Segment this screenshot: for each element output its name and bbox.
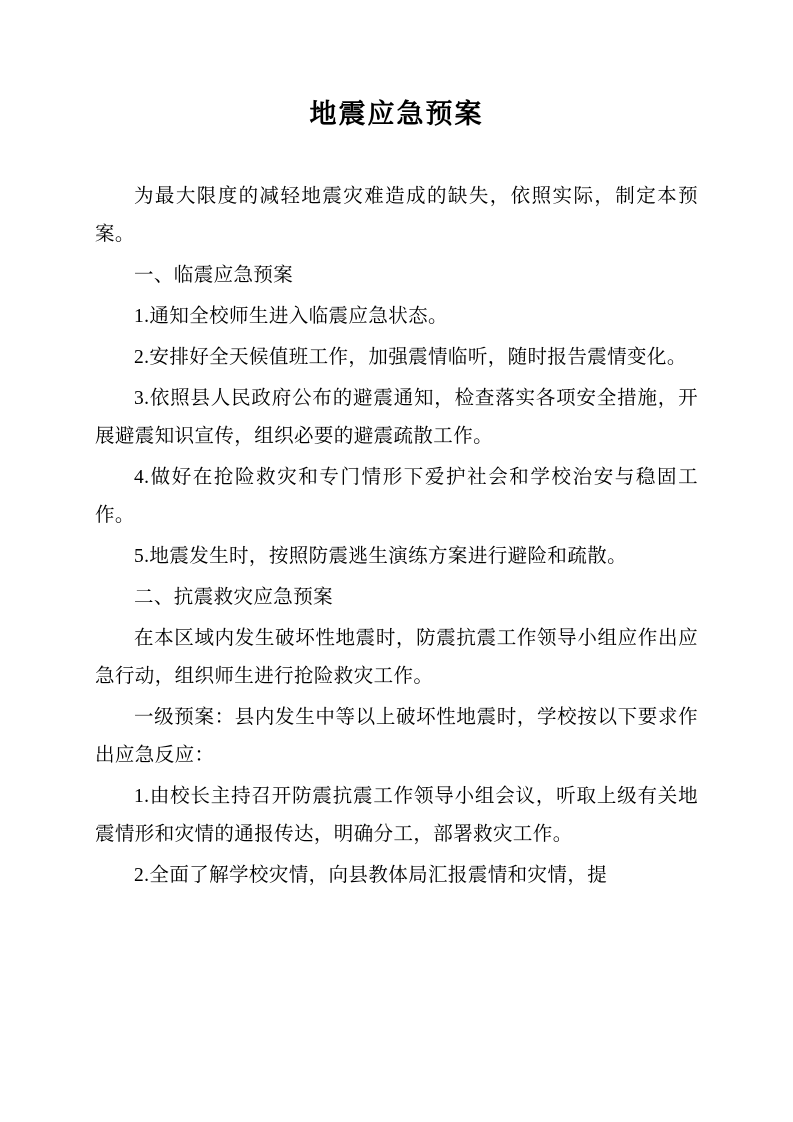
section-heading-1: 一、临震应急预案	[134, 264, 294, 286]
page-title: 地震应急预案	[309, 99, 484, 129]
paragraph: 5.地震发生时，按照防震逃生演练方案进行避险和疏散。	[134, 545, 628, 567]
document-body	[95, 178, 698, 895]
paragraph: 2.安排好全天候值班工作，加强震情临听，随时报告震情变化。	[134, 346, 687, 368]
section-heading-2: 二、抗震救灾应急预案	[134, 586, 334, 608]
paragraph: 4.做好在抢险救灾和专门情形下爱护社会和学校治安与稳固工作。	[95, 466, 698, 526]
paragraph: 3.依照县人民政府公布的避震通知，检查落实各项安全措施，开展避震知识宣传，组织必要的避震疏散工作。	[95, 387, 698, 447]
paragraph: 在本区域内发生破坏性地震时，防震抗震工作领导小组应作出应急行动，组织师生进行抢险救灾工作。	[95, 627, 698, 687]
paragraph: 为最大限度的减轻地震灾难造成的缺失，依照实际，制定本预案。	[95, 185, 698, 245]
paragraph: 一级预案：县内发生中等以上破坏性地震时，学校按以下要求作出应急反应：	[95, 706, 698, 766]
paragraph: 2.全面了解学校灾情，向县教体局汇报震情和灾情，提	[134, 864, 608, 886]
paragraph: 1.由校长主持召开防震抗震工作领导小组会议，听取上级有关地震情形和灾情的通报传达，明确分工，部署救灾工作。	[95, 785, 698, 845]
paragraph: 1.通知全校师生进入临震应急状态。	[134, 305, 448, 327]
